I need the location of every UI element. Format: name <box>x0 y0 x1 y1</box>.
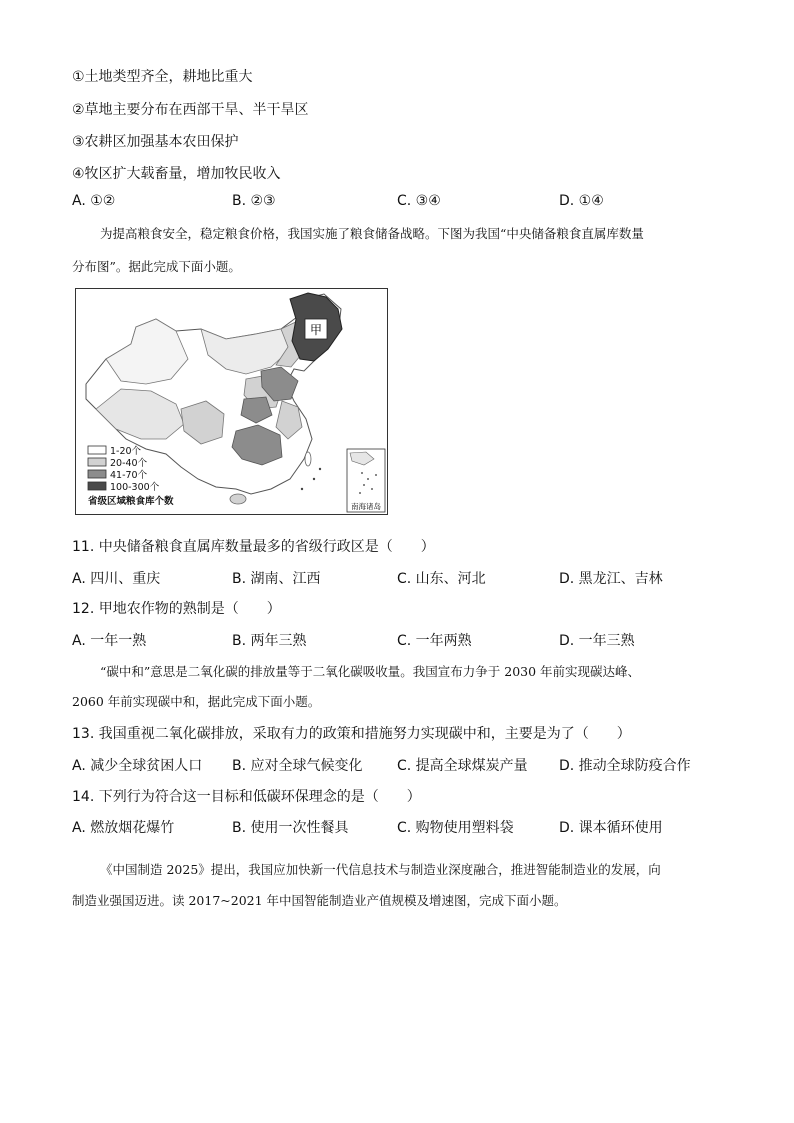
q13-option-d[interactable]: D. 推动全球防疫合作 <box>559 758 691 774</box>
legend-label-3: 41-70个 <box>110 470 148 481</box>
q14-options <box>72 817 752 837</box>
intro-carbon-line-1: “碳中和”意思是二氧化碳的排放量等于二氧化碳吸收量。我国宣布力争于 2030 年前实现碳达峰、 <box>100 664 641 679</box>
legend-title: 省级区域粮食库个数 <box>88 496 174 507</box>
q13-option-c[interactable]: C. 提高全球煤炭产量 <box>397 758 528 774</box>
statement-3: ③农耕区加强基本农田保护 <box>72 134 239 150</box>
q12-option-d[interactable]: D. 一年三熟 <box>559 633 635 649</box>
q10-option-a[interactable]: A. ①② <box>72 193 116 209</box>
region-label-jia: 甲 <box>309 323 323 337</box>
q14-stem: 14. 下列行为符合这一目标和低碳环保理念的是（ ） <box>72 789 421 805</box>
intro-grain-line-2: 分布图”。据此完成下面小题。 <box>72 259 241 274</box>
map-legend <box>88 445 174 507</box>
statement-4: ④牧区扩大载畜量，增加牧民收入 <box>72 166 281 182</box>
q11-option-b[interactable]: B. 湖南、江西 <box>232 571 321 587</box>
inset-label: 南海诸岛 <box>351 502 381 511</box>
q11-option-d[interactable]: D. 黑龙江、吉林 <box>559 571 663 587</box>
q10-option-d[interactable]: D. ①④ <box>559 193 604 209</box>
q12-option-b[interactable]: B. 两年三熟 <box>232 633 307 649</box>
q13-option-b[interactable]: B. 应对全球气候变化 <box>232 758 363 774</box>
intro-carbon-line-2: 2060 年前实现碳中和，据此完成下面小题。 <box>72 694 321 709</box>
hainan-island <box>230 494 246 504</box>
q12-options <box>72 630 752 650</box>
legend-label-4: 100-300个 <box>110 482 160 493</box>
legend-label-1: 1-20个 <box>110 446 142 457</box>
q11-option-a[interactable]: A. 四川、重庆 <box>72 571 161 587</box>
intro-grain-line-1: 为提高粮食安全，稳定粮食价格，我国实施了粮食储备战略。下图为我国“中央储备粮食直属库数量 <box>100 226 644 241</box>
statement-1: ①土地类型齐全，耕地比重大 <box>72 69 253 85</box>
q10-options <box>72 193 752 213</box>
q14-option-b[interactable]: B. 使用一次性餐具 <box>232 820 349 836</box>
q13-options <box>72 755 752 775</box>
q13-option-a[interactable]: A. 减少全球贫困人口 <box>72 758 203 774</box>
q11-options <box>72 568 752 588</box>
map-drawing <box>76 289 387 514</box>
q12-option-c[interactable]: C. 一年两熟 <box>397 633 472 649</box>
taiwan-island <box>305 452 311 466</box>
q10-option-c[interactable]: C. ③④ <box>397 193 441 209</box>
q11-option-c[interactable]: C. 山东、河北 <box>397 571 486 587</box>
south-china-sea-inset <box>347 449 385 512</box>
legend-label-2: 20-40个 <box>110 458 148 469</box>
q13-stem: 13. 我国重视二氧化碳排放，采取有力的政策和措施努力实现碳中和，主要是为了（ ） <box>72 726 631 742</box>
q14-option-d[interactable]: D. 课本循环使用 <box>559 820 663 836</box>
q12-stem: 12. 甲地农作物的熟制是（ ） <box>72 601 281 617</box>
q14-option-a[interactable]: A. 燃放烟花爆竹 <box>72 820 175 836</box>
china-grain-depot-map <box>75 288 388 515</box>
intro-manufacturing-line-2: 制造业强国迈进。读 2017~2021 年中国智能制造业产值规模及增速图，完成下面小题。 <box>72 893 567 908</box>
q12-option-a[interactable]: A. 一年一熟 <box>72 633 147 649</box>
q10-option-b[interactable]: B. ②③ <box>232 193 276 209</box>
intro-manufacturing-line-1: 《中国制造 2025》提出，我国应加快新一代信息技术与制造业深度融合，推进智能制造业的发展，向 <box>100 862 661 877</box>
statement-2: ②草地主要分布在西部干旱、半干旱区 <box>72 102 309 118</box>
q11-stem: 11. 中央储备粮食直属库数量最多的省级行政区是（ ） <box>72 539 435 555</box>
q14-option-c[interactable]: C. 购物使用塑料袋 <box>397 820 514 836</box>
